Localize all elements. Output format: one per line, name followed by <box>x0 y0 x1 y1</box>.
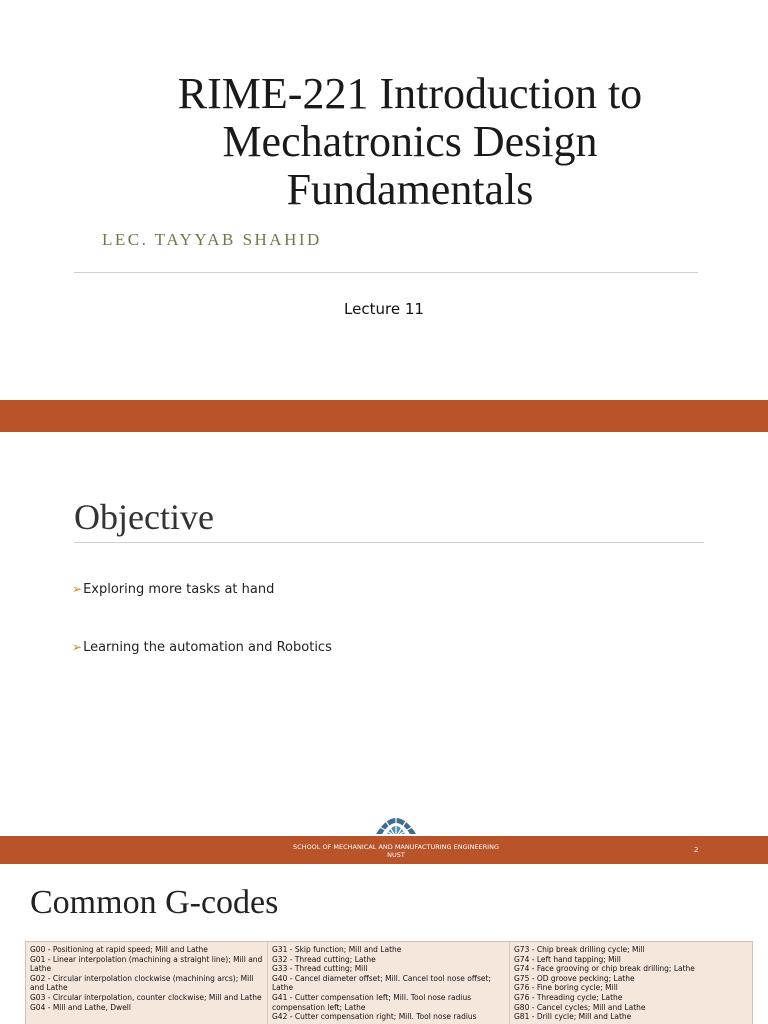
slide-title-line-1: RIME-221 Introduction to <box>177 69 643 118</box>
objective-heading: Objective <box>74 497 214 537</box>
gcode-item: G02 - Circular interpolation clockwise (machining arcs); Mill and Lathe <box>30 973 254 993</box>
gcode-item: G74 - Left hand tapping; Mill <box>514 954 621 964</box>
slide-title <box>70 70 750 214</box>
gcode-item: G80 - Cancel cycles; Mill and Lathe <box>514 1002 646 1012</box>
objective-bullet-text: Exploring more tasks at hand <box>83 582 275 597</box>
gcodes-column-2 <box>268 942 510 1024</box>
gcode-item: G81 - Drill cycle; Mill and Lathe <box>514 1012 632 1022</box>
gcode-item: G32 - Thread cutting; Lathe <box>272 954 376 964</box>
objective-bullet <box>72 582 274 597</box>
footer-line-1: SCHOOL OF MECHANICAL AND MANUFACTURING ENGINEERING <box>293 843 499 851</box>
title-slide <box>0 0 768 400</box>
slide-separator-band <box>0 400 768 432</box>
slide-title-line-3: Fundamentals <box>286 165 534 214</box>
gcode-item: G00 - Positioning at rapid speed; Mill and Lathe <box>30 945 208 954</box>
footer-line-2: NUST <box>387 851 405 859</box>
footer-school-name <box>250 843 542 859</box>
gcodes-table <box>25 941 753 1024</box>
gcode-item: G76 - Fine boring cycle; Mill <box>514 983 618 993</box>
page-number: 2 <box>694 846 699 854</box>
gcode-item: G75 - OD groove pecking; Lathe <box>514 973 635 983</box>
lecture-number: Lecture 11 <box>344 300 424 318</box>
slide-footer <box>0 836 768 864</box>
gcodes-column-1 <box>26 942 268 1024</box>
objective-slide <box>0 432 768 836</box>
gcode-item: G04 - Mill and Lathe, Dwell <box>30 1002 131 1012</box>
objective-bullet <box>72 640 332 655</box>
title-divider <box>74 272 698 273</box>
gcodes-column-3 <box>510 942 752 1024</box>
gcode-item: G42 - Cutter compensation right; Mill. Tool nose radius <box>272 1012 477 1022</box>
gcode-item: G74 - Face grooving or chip break drilling; Lathe <box>514 964 695 974</box>
objective-divider <box>74 542 704 543</box>
arrow-bullet-icon: ➢ <box>72 582 83 596</box>
university-logo-icon <box>372 808 420 836</box>
arrow-bullet-icon: ➢ <box>72 640 83 654</box>
gcode-item: G76 - Threading cycle; Lathe <box>514 992 623 1002</box>
author-name: LEC. TAYYAB SHAHID <box>102 230 322 249</box>
gcodes-heading: Common G-codes <box>30 884 279 921</box>
gcode-item: G33 - Thread cutting; Mill <box>272 964 368 974</box>
gcodes-slide <box>0 864 768 1024</box>
slide-title-line-2: Mechatronics Design <box>222 117 598 166</box>
gcode-item: G31 - Skip function; Mill and Lathe <box>272 945 402 954</box>
gcode-item: G73 - Chip break drilling cycle; Mill <box>514 945 645 954</box>
objective-bullet-text: Learning the automation and Robotics <box>83 640 332 655</box>
gcode-item: G03 - Circular interpolation, counter clockwise; Mill and Lathe <box>30 992 262 1002</box>
gcode-item: G01 - Linear interpolation (machining a straight line); Mill and Lathe <box>30 954 263 974</box>
gcode-item: G41 - Cutter compensation left; Mill. Tool nose radius compensation left; Lathe <box>272 992 472 1012</box>
gcode-item: G40 - Cancel diameter offset; Mill. Cancel tool nose offset; Lathe <box>272 973 491 993</box>
